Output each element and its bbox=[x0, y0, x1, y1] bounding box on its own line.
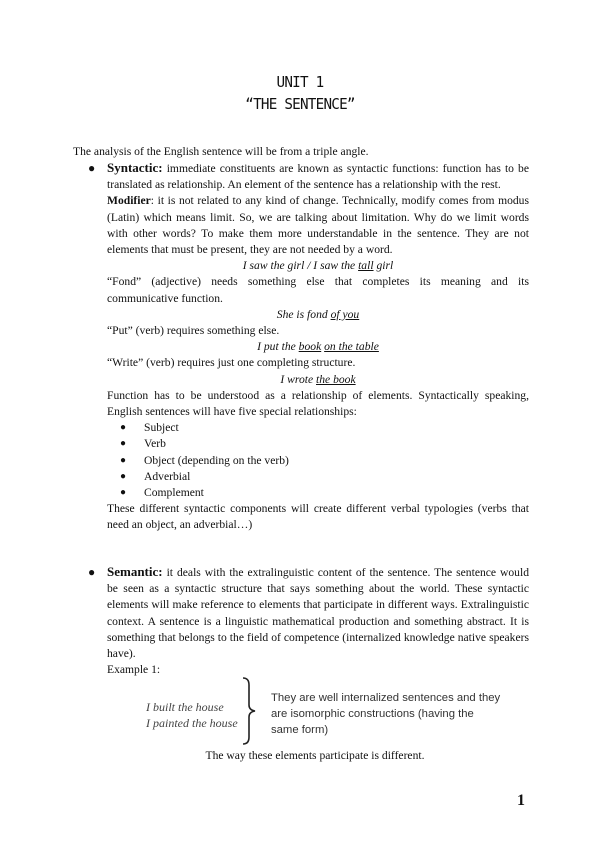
syntactic-term: Syntactic: bbox=[107, 160, 163, 175]
ex2-underlined: of you bbox=[330, 307, 360, 321]
example-label: Example 1: bbox=[107, 663, 161, 677]
bullet-icon: ● bbox=[120, 470, 127, 482]
modifier-text: : it is not related to any kind of change. Technically, modify comes from modus (Latin) which means limit. So, we are talking about limitation. Why do we limit words with other words? To make them more understandable in the sentence. They are not elements that must be present, they are not needed by a word. bbox=[107, 194, 529, 257]
example-put bbox=[107, 339, 529, 355]
list-item-label: Complement bbox=[144, 486, 204, 500]
ex4-pre: I wrote bbox=[280, 372, 317, 386]
intro-text: The analysis of the English sentence will be from a triple angle. bbox=[73, 145, 369, 158]
unit-subtitle: “THE SENTENCE” bbox=[245, 95, 355, 113]
ex3-underlined-table: on the table bbox=[324, 340, 379, 354]
ex2-pre: She is fond bbox=[276, 307, 331, 321]
example-tall-girl bbox=[107, 258, 529, 274]
list-item-label: Object (depending on the verb) bbox=[144, 453, 289, 467]
put-paragraph: “Put” (verb) requires something else. bbox=[107, 324, 280, 338]
example-sentence: I built the house bbox=[146, 700, 224, 714]
semantic-definition bbox=[107, 564, 529, 662]
ex1-pre: I saw the girl / I saw the bbox=[242, 259, 359, 273]
list-item-label: Subject bbox=[144, 421, 179, 435]
bullet-icon: ● bbox=[120, 454, 127, 466]
semantic-text: it deals with the extralinguistic content of the sentence. The sentence would be seen as a syntactic structure that says something about the world. These syntactic elements will make reference to elements that participate in different ways. Extralinguistic context. A sentence is a linguistic mathematical production and something abstract. It is something that belongs to the field of competence (internalized knowledge native speakers have). bbox=[107, 566, 529, 661]
example-sentences bbox=[146, 699, 238, 731]
ex1-underlined: tall bbox=[358, 259, 374, 273]
example-sentence: I painted the house bbox=[146, 716, 238, 730]
function-paragraph: Function has to be understood as a relationship of elements. Syntactically speaking, English sentences will have five special relationships: bbox=[107, 388, 529, 419]
list-item bbox=[107, 469, 529, 485]
typologies-paragraph: These different syntactic components will create different verbal typologies (verbs that need an object, an adverbial…) bbox=[107, 502, 529, 532]
bullet-syntactic-icon: ● bbox=[88, 161, 96, 175]
unit-title: UNIT 1 bbox=[276, 73, 324, 91]
example-write bbox=[107, 372, 529, 388]
example-fond bbox=[107, 307, 529, 323]
bullet-icon: ● bbox=[120, 438, 127, 450]
write-paragraph: “Write” (verb) requires just one completing structure. bbox=[107, 356, 356, 370]
modifier-term: Modifier bbox=[107, 194, 151, 208]
modifier-paragraph bbox=[107, 193, 529, 258]
bullet-semantic-icon: ● bbox=[88, 565, 96, 579]
syntactic-definition bbox=[107, 160, 529, 193]
bullet-icon: ● bbox=[120, 422, 127, 434]
bullet-icon: ● bbox=[120, 487, 127, 499]
relationship-list bbox=[107, 420, 529, 501]
ex3-underlined-book: book bbox=[298, 340, 322, 354]
list-item-label: Verb bbox=[144, 437, 166, 451]
ex4-underlined: the book bbox=[316, 372, 356, 386]
list-item bbox=[107, 420, 529, 436]
right-brace-icon bbox=[241, 677, 257, 745]
ex1-post: girl bbox=[373, 259, 394, 273]
syntactic-section bbox=[107, 160, 529, 534]
ex3-pre: I put the bbox=[257, 340, 299, 354]
list-item bbox=[107, 436, 529, 452]
semantic-term: Semantic: bbox=[107, 564, 163, 579]
fond-paragraph: “Fond” (adjective) needs something else that completes its meaning and its communicative function. bbox=[107, 275, 529, 305]
list-item bbox=[107, 453, 529, 469]
final-sentence: The way these elements participate is different. bbox=[205, 749, 425, 762]
list-item-label: Adverbial bbox=[144, 469, 191, 483]
syntactic-text: immediate constituents are known as syntactic functions: function has to be translated as relationship. An element of the sentence has a relationship with the rest. bbox=[107, 162, 529, 192]
page-number: 1 bbox=[517, 792, 525, 809]
list-item bbox=[107, 485, 529, 501]
isomorphic-note: They are well internalized sentences and they are isomorphic constructions (having the same form) bbox=[271, 692, 501, 736]
semantic-section bbox=[107, 564, 529, 678]
